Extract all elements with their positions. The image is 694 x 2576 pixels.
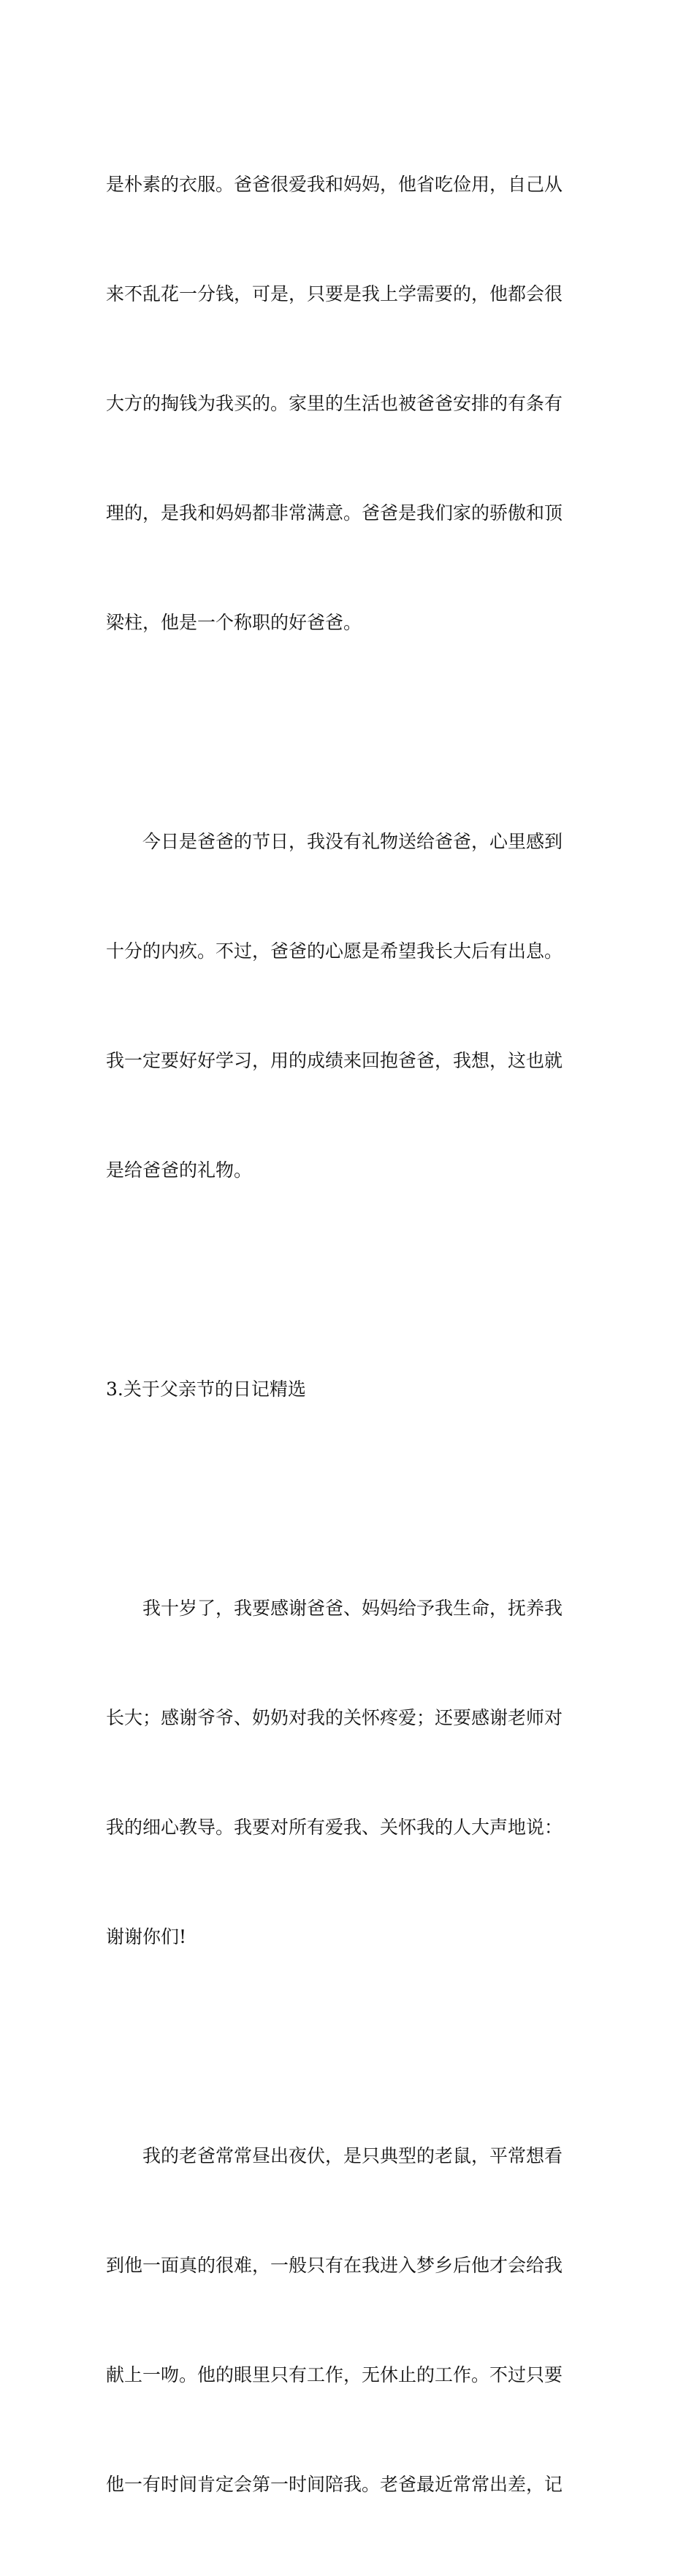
text-line: 是朴素的衣服。爸爸很爱我和妈妈，他省吃俭用，自己从 <box>106 174 563 195</box>
paragraph-spacer <box>106 1481 592 1517</box>
text-line: 我的老爸常常昼出夜伏，是只典型的老鼠，平常想看 <box>106 2145 563 2166</box>
text-line: 今日是爸爸的节日，我没有礼物送给爸爸，心里感到 <box>106 831 563 852</box>
paragraph-spacer <box>106 1262 592 1298</box>
text-line: 是给爸爸的礼物。 <box>106 1159 253 1181</box>
paragraph-spacer <box>106 2028 592 2065</box>
document-body <box>106 93 592 2576</box>
text-line: 梁柱，他是一个称职的好爸爸。 <box>106 612 362 633</box>
paragraph-1 <box>106 93 592 714</box>
text-line: 来不乱花一分钱，可是，只要是我上学需要的，他都会很 <box>106 283 563 304</box>
heading-text: 3.关于父亲节的日记精选 <box>106 1379 306 1400</box>
text-line: 理的，是我和妈妈都非常满意。爸爸是我们家的骄傲和顶 <box>106 502 563 524</box>
text-line: 到他一面真的很难，一般只有在我进入梦乡后他才会给我 <box>106 2255 563 2276</box>
paragraph-3 <box>106 1517 592 2028</box>
text-line: 十分的内疚。不过，爸爸的心愿是希望我长大后有出息。 <box>106 940 563 962</box>
text-line: 我的细心教导。我要对所有爱我、关怀我的人大声地说： <box>106 1817 563 1838</box>
text-line: 我十岁了，我要感谢爸爸、妈妈给予我生命，抚养我 <box>106 1598 563 1619</box>
text-line: 谢谢你们! <box>106 1926 187 1947</box>
paragraph-2 <box>106 751 592 1262</box>
paragraph-4 <box>106 2065 592 2576</box>
text-line: 我一定要好好学习，用的成绩来回抱爸爸，我想，这也就 <box>106 1050 563 1071</box>
text-line: 他一有时间肯定会第一时间陪我。老爸最近常常出差，记 <box>106 2474 563 2495</box>
section-heading <box>106 1298 592 1481</box>
paragraph-spacer <box>106 714 592 751</box>
text-line: 献上一吻。他的眼里只有工作，无休止的工作。不过只要 <box>106 2364 563 2385</box>
text-line: 长大；感谢爷爷、奶奶对我的关怀疼爱；还要感谢老师对 <box>106 1707 563 1728</box>
text-line: 大方的掏钱为我买的。家里的生活也被爸爸安排的有条有 <box>106 393 563 414</box>
